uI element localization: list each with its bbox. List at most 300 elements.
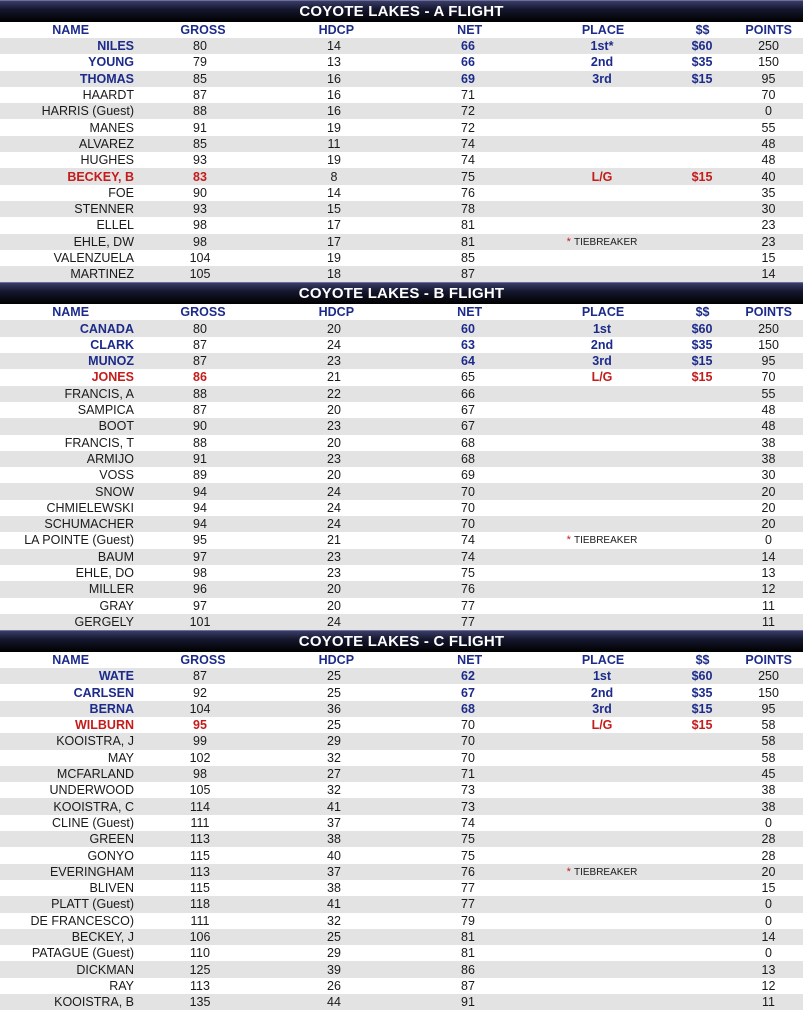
cell-net: 81 — [461, 946, 475, 961]
cell-gross: 87 — [193, 354, 207, 369]
cell-points: 15 — [761, 251, 776, 265]
cell-gross: 113 — [190, 978, 210, 993]
cell-name: MANES — [89, 120, 134, 135]
flight-section — [0, 630, 803, 1010]
column-header-money: $$ — [695, 305, 710, 320]
cell-gross: 79 — [193, 55, 207, 70]
cell-name: MARTINEZ — [70, 267, 134, 282]
cell-hdcp: 14 — [327, 39, 341, 54]
cell-net: 73 — [461, 799, 475, 814]
table-row — [0, 896, 803, 912]
table-row — [0, 701, 803, 717]
cell-hdcp: 41 — [327, 897, 341, 912]
cell-hdcp: 40 — [327, 848, 341, 863]
cell-points: 0 — [765, 897, 772, 912]
cell-hdcp: 18 — [327, 267, 341, 282]
cell-points: 20 — [761, 484, 776, 499]
table-row — [0, 565, 803, 581]
table-row — [0, 798, 803, 814]
cell-hdcp: 13 — [327, 55, 341, 70]
cell-place: 3rd — [592, 71, 612, 86]
cell-gross: 106 — [189, 929, 211, 944]
cell-name: PLATT (Guest) — [51, 897, 134, 912]
cell-money: $60 — [691, 39, 713, 54]
cell-points: 45 — [761, 767, 776, 782]
cell-name: KOOISTRA, C — [53, 799, 134, 814]
cell-gross: 98 — [193, 767, 207, 782]
cell-name: GRAY — [99, 598, 134, 613]
cell-name: GERGELY — [74, 614, 134, 629]
cell-points: 23 — [761, 218, 776, 233]
cell-net: 69 — [461, 468, 475, 483]
table-row — [0, 103, 803, 119]
tiebreaker-label: TIEBREAKER — [573, 535, 638, 547]
cell-gross: 98 — [193, 234, 207, 249]
column-header-gross: GROSS — [180, 305, 226, 320]
cell-name: GREEN — [89, 832, 134, 847]
cell-hdcp: 20 — [327, 435, 341, 450]
cell-gross: 115 — [190, 881, 210, 896]
cell-points: 0 — [765, 815, 772, 830]
table-row — [0, 945, 803, 961]
cell-money: $15 — [691, 718, 713, 733]
cell-points: 13 — [761, 962, 776, 977]
cell-gross: 110 — [190, 946, 210, 961]
cell-net: 67 — [461, 685, 475, 700]
cell-place: 2nd — [590, 55, 614, 70]
cell-gross: 87 — [193, 669, 207, 684]
cell-points: 14 — [761, 549, 776, 564]
cell-money: $15 — [691, 169, 713, 184]
cell-net: 66 — [461, 386, 475, 401]
cell-gross: 99 — [193, 734, 207, 749]
cell-net: 77 — [461, 598, 475, 613]
cell-net: 81 — [461, 218, 475, 233]
cell-net: 74 — [461, 153, 475, 168]
flight-section — [0, 282, 803, 630]
cell-net: 72 — [461, 104, 475, 119]
cell-name: EVERINGHAM — [49, 864, 134, 879]
table-row — [0, 766, 803, 782]
cell-points: 55 — [761, 120, 776, 135]
column-header-net: NET — [457, 653, 483, 668]
cell-points: 95 — [761, 701, 776, 716]
cell-net: 65 — [461, 370, 475, 385]
flight-title: COYOTE LAKES - A FLIGHT — [0, 0, 803, 22]
cell-gross: 97 — [193, 598, 207, 613]
cell-net: 70 — [461, 517, 475, 532]
cell-gross: 98 — [193, 218, 207, 233]
table-row — [0, 994, 803, 1010]
cell-points: 28 — [761, 832, 776, 847]
cell-gross: 93 — [193, 153, 207, 168]
cell-hdcp: 11 — [327, 136, 341, 151]
cell-net: 74 — [461, 533, 475, 548]
cell-hdcp: 37 — [327, 864, 341, 879]
cell-hdcp: 20 — [327, 321, 341, 336]
cell-name: CANADA — [79, 321, 134, 336]
cell-points: 13 — [761, 566, 776, 581]
cell-hdcp: 41 — [327, 799, 341, 814]
table-row — [0, 266, 803, 282]
cell-hdcp: 37 — [327, 815, 341, 830]
cell-points: 20 — [761, 517, 776, 532]
cell-net: 77 — [461, 881, 475, 896]
cell-points: 11 — [762, 995, 775, 1010]
cell-hdcp: 8 — [330, 169, 338, 184]
cell-net: 67 — [461, 403, 475, 418]
cell-points: 55 — [761, 386, 776, 401]
cell-net: 87 — [461, 978, 475, 993]
cell-gross: 98 — [193, 566, 207, 581]
cell-points: 58 — [761, 734, 776, 749]
cell-gross: 90 — [193, 185, 207, 200]
cell-hdcp: 16 — [327, 88, 341, 103]
cell-hdcp: 24 — [327, 337, 341, 352]
cell-net: 91 — [461, 995, 475, 1010]
cell-net: 74 — [461, 815, 475, 830]
cell-hdcp: 21 — [327, 370, 341, 385]
cell-gross: 113 — [190, 864, 210, 879]
cell-gross: 114 — [190, 799, 210, 814]
cell-hdcp: 23 — [327, 419, 341, 434]
cell-gross: 115 — [190, 848, 210, 863]
cell-net: 75 — [461, 832, 475, 847]
cell-name: KOOISTRA, B — [54, 995, 134, 1010]
cell-gross: 88 — [193, 435, 207, 450]
cell-name: BERNA — [89, 701, 134, 716]
cell-points: 14 — [761, 267, 776, 282]
cell-gross: 101 — [189, 614, 211, 629]
cell-gross: 113 — [190, 832, 210, 847]
cell-hdcp: 20 — [327, 582, 341, 597]
cell-place: 1st — [592, 321, 612, 336]
cell-points: 11 — [762, 598, 775, 613]
cell-gross: 85 — [193, 136, 207, 151]
table-row — [0, 402, 803, 418]
cell-name: FRANCIS, A — [64, 386, 134, 401]
asterisk: * — [566, 534, 574, 547]
cell-points: 30 — [761, 202, 776, 217]
cell-money: $60 — [691, 669, 713, 684]
results-table-body — [0, 320, 803, 630]
cell-net: 76 — [461, 185, 475, 200]
cell-net: 70 — [461, 500, 475, 515]
cell-hdcp: 32 — [327, 750, 341, 765]
cell-name: RAY — [109, 978, 134, 993]
table-row — [0, 71, 803, 87]
tiebreaker-note — [534, 236, 670, 248]
results-table-body — [0, 668, 803, 1010]
cell-points: 95 — [761, 71, 776, 86]
table-row — [0, 978, 803, 994]
cell-net: 68 — [461, 435, 475, 450]
table-row — [0, 320, 803, 336]
cell-gross: 105 — [189, 267, 211, 282]
cell-gross: 104 — [189, 251, 211, 265]
cell-name: MCFARLAND — [56, 767, 134, 782]
cell-name: FRANCIS, T — [64, 435, 134, 450]
table-row — [0, 168, 803, 184]
cell-points: 0 — [765, 913, 772, 928]
cell-name: GONYO — [87, 848, 134, 863]
table-row — [0, 961, 803, 977]
cell-name: PATAGUE (Guest) — [31, 946, 134, 961]
cell-hdcp: 24 — [327, 614, 341, 629]
cell-name: WILBURN — [74, 718, 134, 733]
table-row — [0, 201, 803, 217]
cell-points: 38 — [761, 783, 776, 798]
results-table-body — [0, 38, 803, 282]
cell-hdcp: 17 — [327, 234, 341, 249]
table-row — [0, 467, 803, 483]
cell-net: 78 — [461, 202, 475, 217]
column-header-points: POINTS — [745, 305, 792, 320]
tiebreaker-label: TIEBREAKER — [573, 236, 638, 248]
table-row — [0, 614, 803, 630]
cell-points: 15 — [761, 881, 776, 896]
column-header-net: NET — [457, 23, 483, 37]
cell-net: 76 — [461, 864, 475, 879]
tiebreaker-label: TIEBREAKER — [573, 866, 638, 878]
cell-money: $60 — [691, 321, 713, 336]
column-header-name: NAME — [52, 23, 90, 37]
cell-hdcp: 21 — [327, 533, 341, 548]
cell-name: CHMIELEWSKI — [46, 500, 134, 515]
cell-net: 75 — [461, 848, 475, 863]
cell-name: SAMPICA — [77, 403, 134, 418]
cell-hdcp: 38 — [327, 881, 341, 896]
cell-gross: 91 — [193, 451, 207, 466]
cell-points: 95 — [761, 354, 776, 369]
column-header-points: POINTS — [745, 23, 792, 37]
column-header-hdcp: HDCP — [318, 653, 355, 668]
cell-points: 250 — [758, 39, 779, 54]
table-row — [0, 250, 803, 266]
cell-name: CLINE (Guest) — [52, 815, 134, 830]
cell-points: 14 — [761, 929, 776, 944]
cell-name: ALVAREZ — [78, 136, 134, 151]
cell-net: 70 — [461, 734, 475, 749]
column-header-money: $$ — [695, 23, 710, 37]
cell-gross: 95 — [193, 718, 207, 733]
cell-hdcp: 19 — [327, 251, 341, 265]
cell-hdcp: 32 — [327, 913, 341, 928]
cell-net: 71 — [461, 88, 475, 103]
cell-hdcp: 26 — [327, 978, 341, 993]
cell-name: BOOT — [98, 419, 134, 434]
cell-points: 30 — [761, 468, 776, 483]
cell-gross: 87 — [193, 337, 207, 352]
table-row — [0, 119, 803, 135]
tiebreaker-note — [534, 866, 670, 878]
table-row — [0, 451, 803, 467]
table-row — [0, 500, 803, 516]
cell-gross: 87 — [193, 403, 207, 418]
cell-name: BECKEY, J — [71, 929, 134, 944]
cell-name: DICKMAN — [76, 962, 134, 977]
cell-name: STENNER — [74, 202, 134, 217]
column-header-place: PLACE — [581, 653, 625, 668]
cell-net: 69 — [461, 71, 475, 86]
cell-gross: 94 — [193, 484, 207, 499]
cell-hdcp: 23 — [327, 451, 341, 466]
cell-points: 23 — [761, 234, 776, 249]
flight-title: COYOTE LAKES - C FLIGHT — [0, 630, 803, 652]
cell-name: WATE — [98, 669, 134, 684]
cell-points: 70 — [761, 370, 776, 385]
asterisk: * — [566, 865, 574, 878]
cell-hdcp: 20 — [327, 403, 341, 418]
cell-points: 70 — [761, 88, 776, 103]
cell-name: NILES — [97, 39, 134, 54]
table-row — [0, 847, 803, 863]
cell-gross: 118 — [190, 897, 210, 912]
cell-points: 38 — [761, 451, 776, 466]
cell-name: MAY — [107, 750, 134, 765]
table-row — [0, 435, 803, 451]
column-header-money: $$ — [695, 653, 710, 668]
cell-money: $35 — [691, 55, 713, 70]
cell-place: 3rd — [592, 354, 612, 369]
cell-net: 66 — [461, 39, 475, 54]
cell-name: VALENZUELA — [53, 251, 134, 265]
cell-place: L/G — [591, 370, 613, 385]
cell-name: BAUM — [97, 549, 134, 564]
cell-points: 0 — [765, 946, 772, 961]
table-row — [0, 516, 803, 532]
column-header-row — [0, 304, 803, 320]
cell-net: 74 — [461, 136, 475, 151]
table-row — [0, 929, 803, 945]
cell-points: 58 — [761, 718, 776, 733]
cell-net: 68 — [461, 701, 475, 716]
cell-hdcp: 25 — [327, 929, 341, 944]
asterisk: * — [566, 235, 574, 248]
cell-net: 72 — [461, 120, 475, 135]
cell-gross: 90 — [193, 419, 207, 434]
cell-net: 85 — [461, 251, 475, 265]
cell-gross: 105 — [189, 783, 211, 798]
cell-net: 87 — [461, 267, 475, 282]
cell-gross: 102 — [189, 750, 211, 765]
cell-name: EHLE, DO — [75, 566, 134, 581]
table-row — [0, 136, 803, 152]
cell-place: L/G — [591, 718, 613, 733]
cell-hdcp: 24 — [327, 500, 341, 515]
cell-money: $15 — [691, 354, 713, 369]
table-row — [0, 815, 803, 831]
table-row — [0, 864, 803, 880]
cell-points: 20 — [761, 500, 776, 515]
cell-name: EHLE, DW — [73, 234, 134, 249]
cell-hdcp: 23 — [327, 354, 341, 369]
cell-place: 3rd — [592, 701, 612, 716]
cell-net: 77 — [461, 897, 475, 912]
cell-net: 66 — [461, 55, 475, 70]
table-row — [0, 717, 803, 733]
table-row — [0, 913, 803, 929]
cell-hdcp: 14 — [327, 185, 341, 200]
cell-net: 60 — [461, 321, 475, 336]
cell-gross: 125 — [189, 962, 211, 977]
cell-place: 2nd — [590, 685, 614, 700]
table-row — [0, 483, 803, 499]
cell-points: 35 — [761, 185, 776, 200]
cell-gross: 93 — [193, 202, 207, 217]
tiebreaker-note — [534, 534, 670, 546]
cell-gross: 86 — [193, 370, 207, 385]
column-header-name: NAME — [52, 305, 90, 320]
column-header-net: NET — [457, 305, 483, 320]
cell-hdcp: 24 — [327, 484, 341, 499]
cell-name: THOMAS — [79, 71, 134, 86]
cell-hdcp: 25 — [327, 685, 341, 700]
cell-name: BLIVEN — [89, 881, 134, 896]
cell-name: LA POINTE (Guest) — [24, 533, 134, 548]
cell-gross: 85 — [193, 71, 207, 86]
cell-hdcp: 39 — [327, 962, 341, 977]
cell-gross: 88 — [193, 386, 207, 401]
table-row — [0, 733, 803, 749]
cell-money: $15 — [691, 701, 713, 716]
cell-gross: 97 — [193, 549, 207, 564]
cell-gross: 104 — [189, 701, 211, 716]
cell-points: 150 — [758, 337, 779, 352]
cell-hdcp: 25 — [327, 669, 341, 684]
cell-points: 38 — [761, 435, 776, 450]
cell-points: 48 — [761, 403, 776, 418]
column-header-place: PLACE — [581, 305, 625, 320]
cell-points: 20 — [761, 864, 776, 879]
column-header-hdcp: HDCP — [318, 23, 355, 37]
cell-net: 81 — [461, 234, 475, 249]
table-row — [0, 831, 803, 847]
cell-place: L/G — [591, 169, 613, 184]
cell-gross: 96 — [193, 582, 207, 597]
cell-net: 70 — [461, 750, 475, 765]
table-row — [0, 386, 803, 402]
cell-net: 70 — [461, 484, 475, 499]
cell-points: 48 — [761, 153, 776, 168]
table-row — [0, 369, 803, 385]
cell-net: 76 — [461, 582, 475, 597]
cell-gross: 111 — [190, 815, 210, 830]
cell-hdcp: 23 — [327, 566, 341, 581]
cell-place: 2nd — [590, 337, 614, 352]
column-header-gross: GROSS — [180, 23, 226, 37]
table-row — [0, 684, 803, 700]
cell-gross: 94 — [193, 517, 207, 532]
cell-money: $35 — [691, 685, 713, 700]
cell-name: DE FRANCESCO) — [30, 913, 134, 928]
cell-net: 64 — [461, 354, 475, 369]
cell-name: MUNOZ — [88, 354, 134, 369]
column-header-place: PLACE — [581, 23, 625, 37]
table-row — [0, 598, 803, 614]
cell-net: 70 — [461, 718, 475, 733]
cell-name: HUGHES — [80, 153, 134, 168]
cell-money: $35 — [691, 337, 713, 352]
cell-hdcp: 16 — [327, 104, 341, 119]
cell-name: SCHUMACHER — [44, 517, 134, 532]
flight-section — [0, 0, 803, 282]
cell-net: 75 — [461, 566, 475, 581]
cell-name: KOOISTRA, J — [56, 734, 134, 749]
cell-hdcp: 32 — [327, 783, 341, 798]
cell-name: CARLSEN — [73, 685, 134, 700]
cell-net: 86 — [461, 962, 475, 977]
